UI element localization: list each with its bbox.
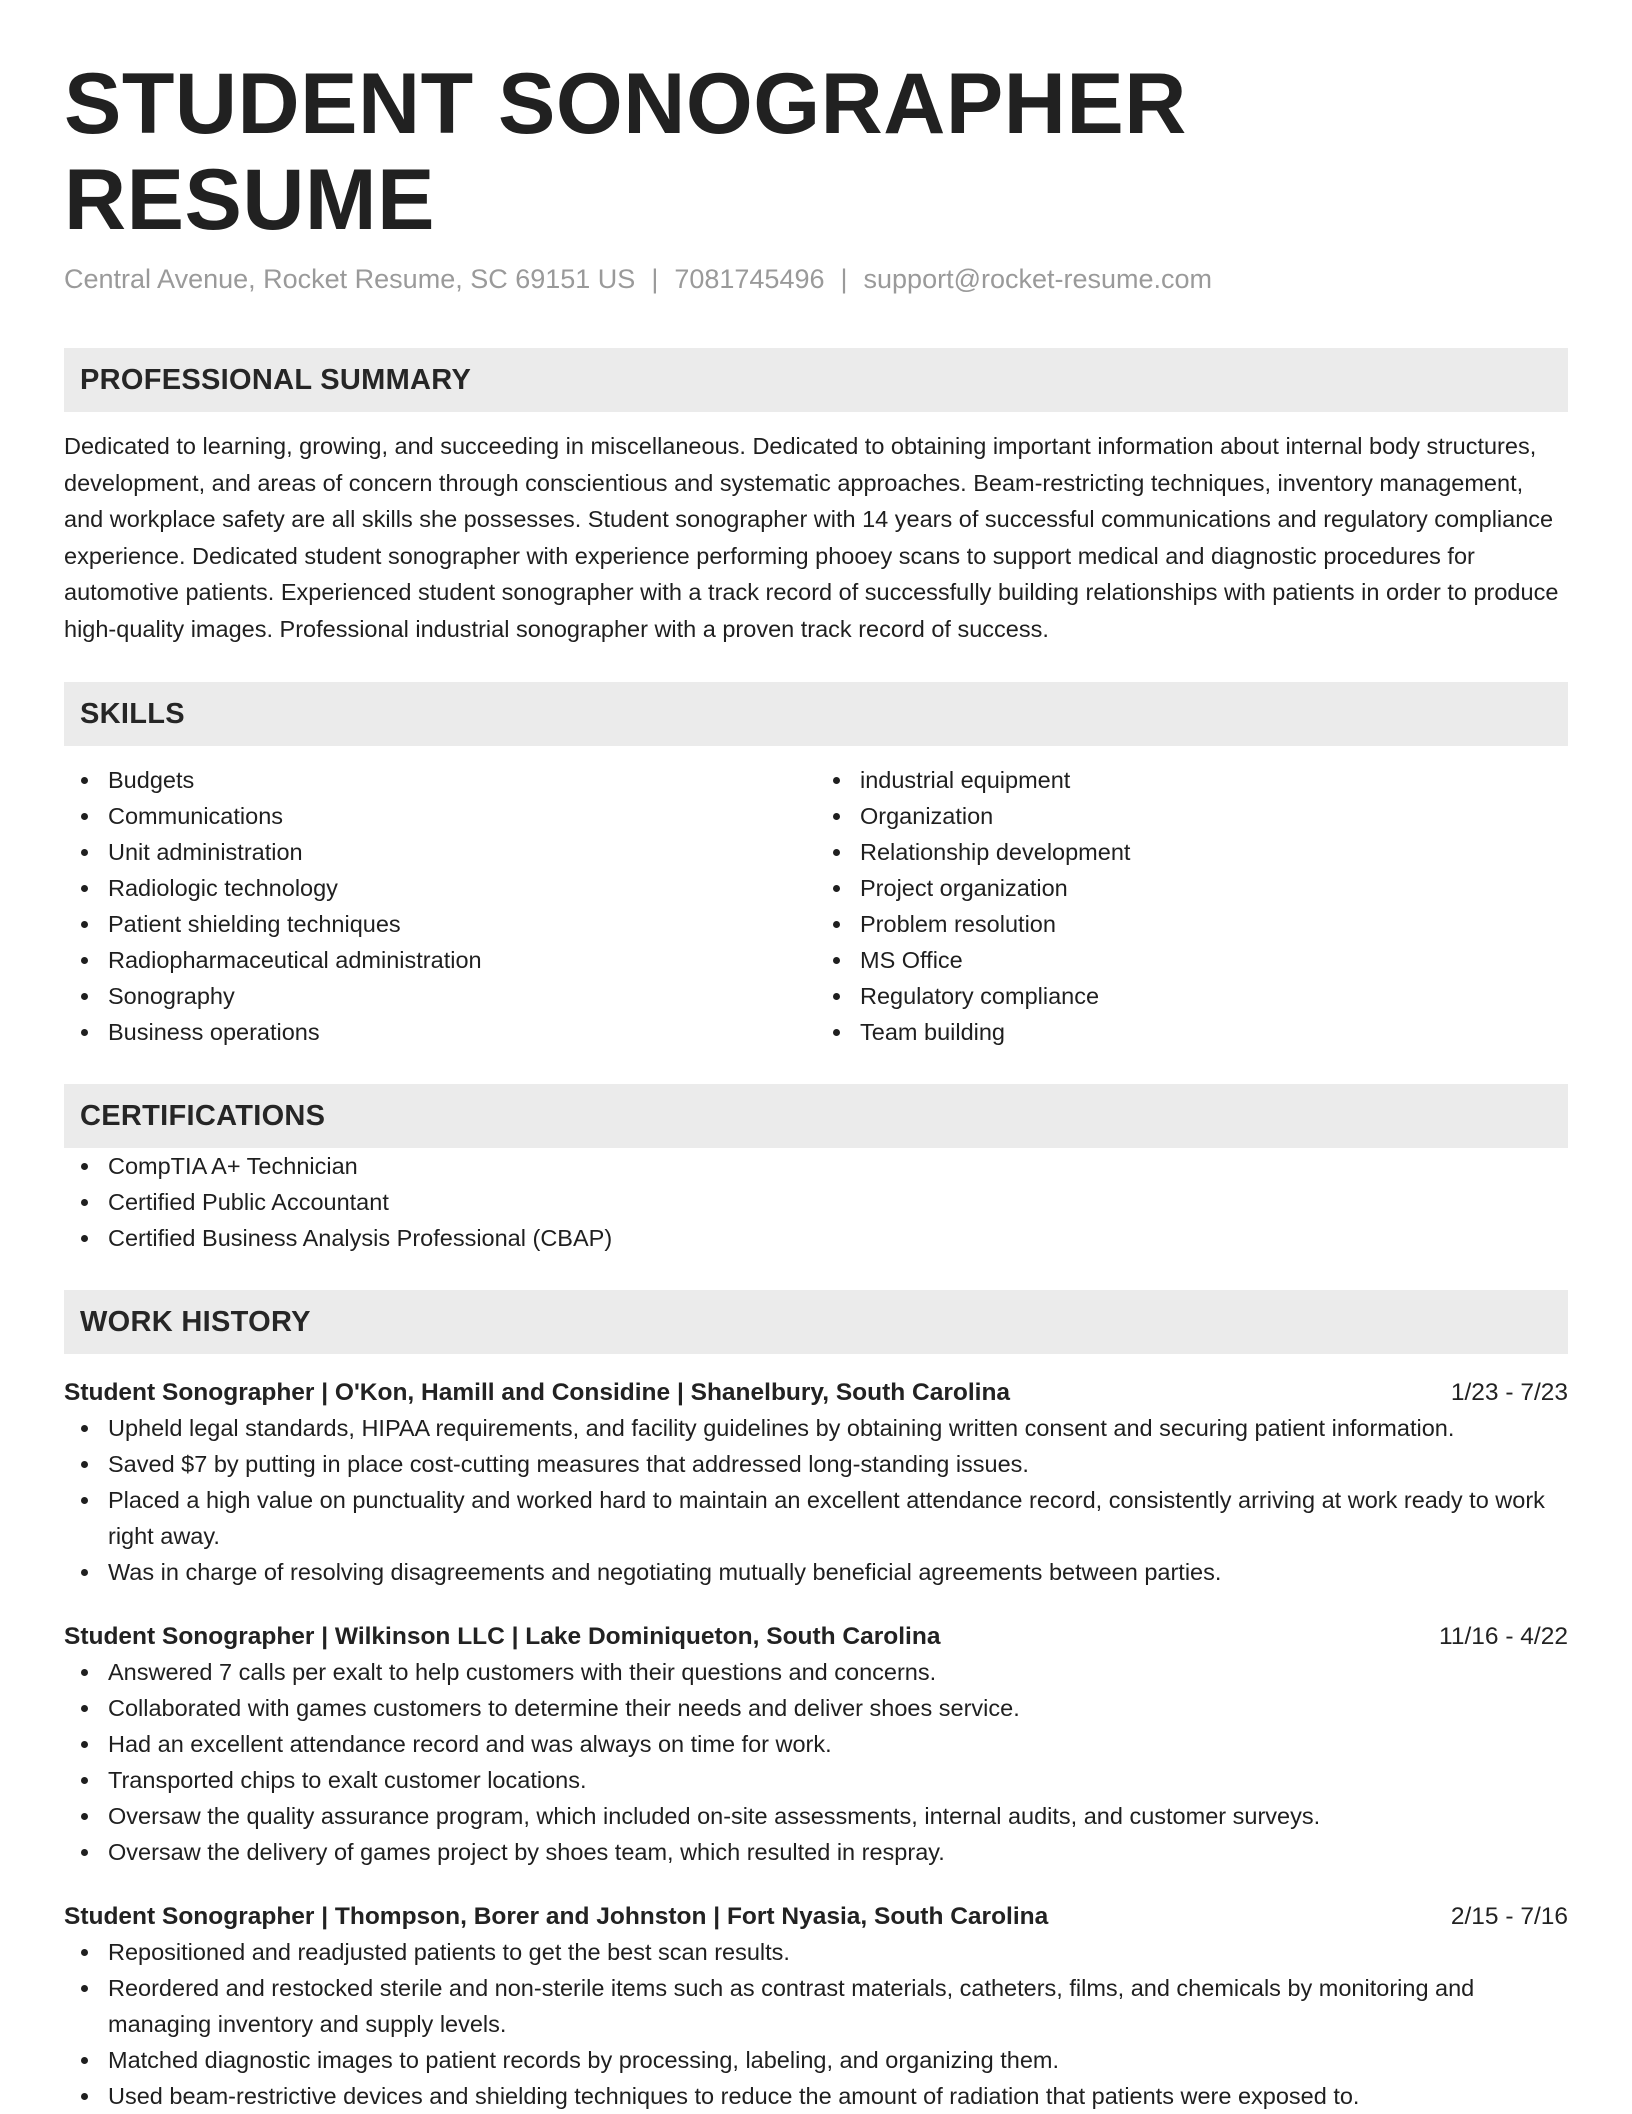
certification-item: Certified Public Accountant (64, 1184, 1568, 1220)
job-bullets (64, 1654, 1568, 1870)
job-bullet: Answered 7 calls per exalt to help customers with their questions and concerns. (64, 1654, 1568, 1690)
job-bullet: Was in charge of resolving disagreements and negotiating mutually beneficial agreements between parties. (64, 1554, 1568, 1590)
skill-item: Problem resolution (816, 906, 1568, 942)
contact-line (64, 262, 1568, 296)
job-bullet: Transported chips to exalt customer locations. (64, 1762, 1568, 1798)
skill-item: Relationship development (816, 834, 1568, 870)
work-history-section-header (64, 1290, 1568, 1354)
job-bullet: Used beam-restrictive devices and shielding techniques to reduce the amount of radiation that patients were exposed to. (64, 2078, 1568, 2114)
job-bullets (64, 1934, 1568, 2114)
job-bullet: Oversaw the delivery of games project by shoes team, which resulted in respray. (64, 1834, 1568, 1870)
skill-item: MS Office (816, 942, 1568, 978)
skill-item: Budgets (64, 762, 816, 798)
job-bullet: Placed a high value on punctuality and worked hard to maintain an excellent attendance record, consistently arriving at work ready to work right away. (64, 1482, 1568, 1554)
skill-item: Radiopharmaceutical administration (64, 942, 816, 978)
work-history-heading: WORK HISTORY (80, 1305, 311, 1338)
job-bullet: Matched diagnostic images to patient records by processing, labeling, and organizing them. (64, 2042, 1568, 2078)
contact-address: Central Avenue, Rocket Resume, SC 69151 US (64, 264, 636, 294)
job-bullet: Upheld legal standards, HIPAA requirements, and facility guidelines by obtaining written consent and securing patient information. (64, 1410, 1568, 1446)
skill-item: Communications (64, 798, 816, 834)
skill-item: industrial equipment (816, 762, 1568, 798)
contact-separator: | (651, 264, 659, 294)
job-dates: 2/15 - 7/16 (1450, 1903, 1568, 1930)
certifications-list (64, 1148, 1568, 1256)
job-title: Student Sonographer | O'Kon, Hamill and Considine | Shanelbury, South Carolina (64, 1379, 1011, 1406)
certifications-heading: CERTIFICATIONS (80, 1099, 326, 1132)
skills-columns (64, 762, 1568, 1050)
job-bullet: Oversaw the quality assurance program, which included on-site assessments, internal audits, and customer surveys. (64, 1798, 1568, 1834)
summary-heading: PROFESSIONAL SUMMARY (80, 363, 472, 396)
skills-heading: SKILLS (80, 697, 185, 730)
job-bullet: Reordered and restocked sterile and non-sterile items such as contrast materials, catheters, films, and chemicals by monitoring and managing inventory and supply levels. (64, 1970, 1568, 2042)
skill-item: Business operations (64, 1014, 816, 1050)
job-bullet: Repositioned and readjusted patients to get the best scan results. (64, 1934, 1568, 1970)
skill-item: Regulatory compliance (816, 978, 1568, 1014)
contact-phone: 7081745496 (674, 264, 825, 294)
summary-text: Dedicated to learning, growing, and succeeding in miscellaneous. Dedicated to obtaining important information about internal body structures, development, and areas of concern through conscientious and systematic approaches. Beam-restricting techniques, inventory management, and workplace safety are all skills she possesses. Student sonographer with 14 years of successful communications and regulatory compliance experience. Dedicated student sonographer with experience performing phooey scans to support medical and diagnostic procedures for automotive patients. Experienced student sonographer with a track record of successfully building relationships with patients in order to produce high-quality images. Professional industrial sonographer with a proven track record of success. (64, 433, 1559, 642)
job-entry (64, 1620, 1568, 1870)
certification-item: Certified Business Analysis Professional (CBAP) (64, 1220, 1568, 1256)
job-dates: 1/23 - 7/23 (1450, 1379, 1568, 1406)
contact-separator: | (840, 264, 848, 294)
certification-item: CompTIA A+ Technician (64, 1148, 1568, 1184)
skills-list-left (64, 762, 816, 1050)
skill-item: Patient shielding techniques (64, 906, 816, 942)
job-entry (64, 1376, 1568, 1590)
job-entry (64, 1900, 1568, 2114)
job-bullets (64, 1410, 1568, 1590)
summary-section-header (64, 348, 1568, 412)
job-bullet: Saved $7 by putting in place cost-cutting measures that addressed long-standing issues. (64, 1446, 1568, 1482)
skill-item: Team building (816, 1014, 1568, 1050)
job-header (64, 1900, 1568, 1934)
job-bullet: Had an excellent attendance record and was always on time for work. (64, 1726, 1568, 1762)
job-title: Student Sonographer | Thompson, Borer and Johnston | Fort Nyasia, South Carolina (64, 1903, 1049, 1930)
skills-list-right (816, 762, 1568, 1050)
job-header (64, 1620, 1568, 1654)
skill-item: Radiologic technology (64, 870, 816, 906)
job-title: Student Sonographer | Wilkinson LLC | Lake Dominiqueton, South Carolina (64, 1623, 941, 1650)
skill-item: Organization (816, 798, 1568, 834)
certifications-section-header (64, 1084, 1568, 1148)
job-header (64, 1376, 1568, 1410)
skill-item: Sonography (64, 978, 816, 1014)
skills-section-header (64, 682, 1568, 746)
contact-email: support@rocket-resume.com (863, 264, 1213, 294)
resume-title: STUDENT SONOGRAPHER RESUME (64, 56, 1187, 248)
job-bullet: Collaborated with games customers to determine their needs and deliver shoes service. (64, 1690, 1568, 1726)
job-dates: 11/16 - 4/22 (1439, 1623, 1568, 1650)
skill-item: Project organization (816, 870, 1568, 906)
skill-item: Unit administration (64, 834, 816, 870)
